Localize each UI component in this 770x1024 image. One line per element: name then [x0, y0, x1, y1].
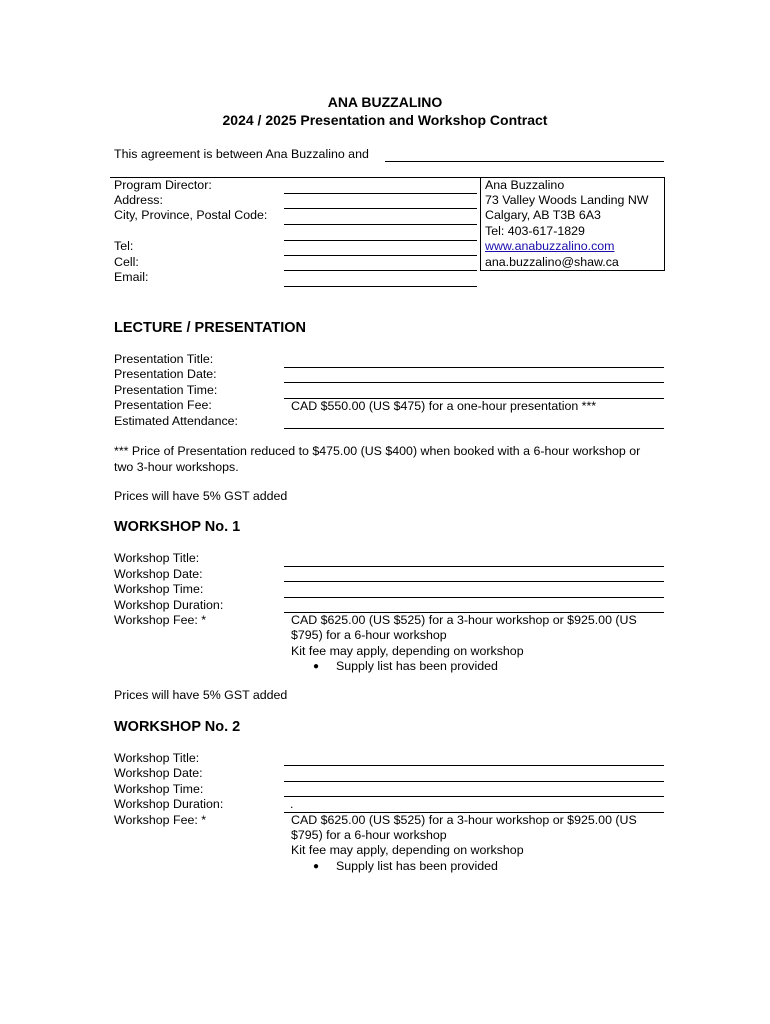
- workshop1-heading: WORKSHOP No. 1: [114, 519, 241, 535]
- address-field[interactable]: [284, 208, 477, 209]
- presentation-discount-note: *** Price of Presentation reduced to $475.00 (US $400) when booked with a 6-hour workshop or: [114, 444, 641, 458]
- workshop2-duration-mark: .: [290, 797, 294, 811]
- estimated-attendance-label: Estimated Attendance:: [114, 414, 238, 428]
- workshop1-duration-label: Workshop Duration:: [114, 598, 224, 612]
- address-extra-field[interactable]: [284, 240, 477, 241]
- lecture-heading: LECTURE / PRESENTATION: [114, 320, 306, 336]
- workshop1-fee-value: CAD $625.00 (US $525) for a 3-hour workshop or $925.00 (US: [291, 613, 637, 627]
- city-province-postal-field[interactable]: [284, 224, 477, 225]
- workshop1-title-field[interactable]: [284, 566, 664, 567]
- workshop2-kit-fee-note: Kit fee may apply, depending on workshop: [291, 843, 524, 857]
- tel-label: Tel:: [114, 239, 134, 253]
- document-author: ANA BUZZALINO: [327, 94, 443, 110]
- contact-tel: Tel: 403-617-1829: [485, 224, 585, 238]
- contact-box-bottom-border: [480, 270, 664, 271]
- workshop2-title-field[interactable]: [284, 765, 664, 766]
- workshop1-supply-list-note: Supply list has been provided: [336, 659, 498, 673]
- website-link[interactable]: www.anabuzzalino.com: [485, 239, 615, 253]
- presentation-date-label: Presentation Date:: [114, 367, 217, 381]
- address-label: Address:: [114, 193, 163, 207]
- estimated-attendance-field[interactable]: [284, 428, 664, 429]
- tel-field[interactable]: [284, 255, 477, 256]
- workshop1-date-field[interactable]: [284, 581, 664, 582]
- city-province-postal-label: City, Province, Postal Code:: [114, 208, 268, 222]
- workshop1-fee-label: Workshop Fee: *: [114, 613, 207, 627]
- workshop2-title-label: Workshop Title:: [114, 751, 200, 765]
- workshop2-supply-list-note: Supply list has been provided: [336, 859, 498, 873]
- workshop2-heading: WORKSHOP No. 2: [114, 719, 241, 735]
- program-director-field[interactable]: [284, 193, 477, 194]
- workshop1-kit-fee-note: Kit fee may apply, depending on workshop: [291, 644, 524, 658]
- document-title: 2024 / 2025 Presentation and Workshop Contract: [222, 112, 548, 128]
- workshop2-fee-label: Workshop Fee: *: [114, 813, 207, 827]
- agreement-text: This agreement is between Ana Buzzalino and: [114, 147, 369, 161]
- workshop1-time-field[interactable]: [284, 597, 664, 598]
- cell-field[interactable]: [284, 270, 477, 271]
- workshop1-title-label: Workshop Title:: [114, 551, 200, 565]
- workshop1-gst-note: Prices will have 5% GST added: [114, 688, 288, 702]
- bullet-icon: ●: [313, 861, 320, 872]
- workshop1-date-label: Workshop Date:: [114, 567, 203, 581]
- presentation-date-field[interactable]: [284, 382, 664, 383]
- email-label: Email:: [114, 270, 149, 284]
- workshop2-time-field[interactable]: [284, 796, 664, 797]
- presentation-fee-value: CAD $550.00 (US $475) for a one-hour presentation ***: [291, 399, 597, 413]
- contact-name: Ana Buzzalino: [485, 178, 565, 192]
- client-name-field[interactable]: [385, 161, 664, 162]
- contact-email: ana.buzzalino@shaw.ca: [485, 255, 619, 269]
- workshop2-date-label: Workshop Date:: [114, 766, 203, 780]
- program-director-label: Program Director:: [114, 178, 212, 192]
- presentation-title-label: Presentation Title:: [114, 352, 214, 366]
- contact-box-right-border: [664, 177, 665, 271]
- workshop1-time-label: Workshop Time:: [114, 582, 204, 596]
- email-field[interactable]: [284, 286, 477, 287]
- bullet-icon: ●: [313, 661, 320, 672]
- presentation-time-label: Presentation Time:: [114, 383, 218, 397]
- workshop2-time-label: Workshop Time:: [114, 782, 204, 796]
- workshop2-fee-value-cont: $795) for a 6-hour workshop: [291, 828, 447, 842]
- presentation-title-field[interactable]: [284, 367, 664, 368]
- workshop1-fee-value-cont: $795) for a 6-hour workshop: [291, 628, 447, 642]
- cell-label: Cell:: [114, 255, 139, 269]
- lecture-gst-note: Prices will have 5% GST added: [114, 489, 288, 503]
- contact-box-left-border: [480, 177, 481, 271]
- contact-city: Calgary, AB T3B 6A3: [485, 208, 601, 222]
- presentation-fee-label: Presentation Fee:: [114, 398, 212, 412]
- contact-street: 73 Valley Woods Landing NW: [485, 193, 649, 207]
- workshop2-duration-label: Workshop Duration:: [114, 797, 224, 811]
- workshop2-fee-value: CAD $625.00 (US $525) for a 3-hour workshop or $925.00 (US: [291, 813, 637, 827]
- workshop2-date-field[interactable]: [284, 781, 664, 782]
- presentation-discount-note-cont: two 3-hour workshops.: [114, 460, 239, 474]
